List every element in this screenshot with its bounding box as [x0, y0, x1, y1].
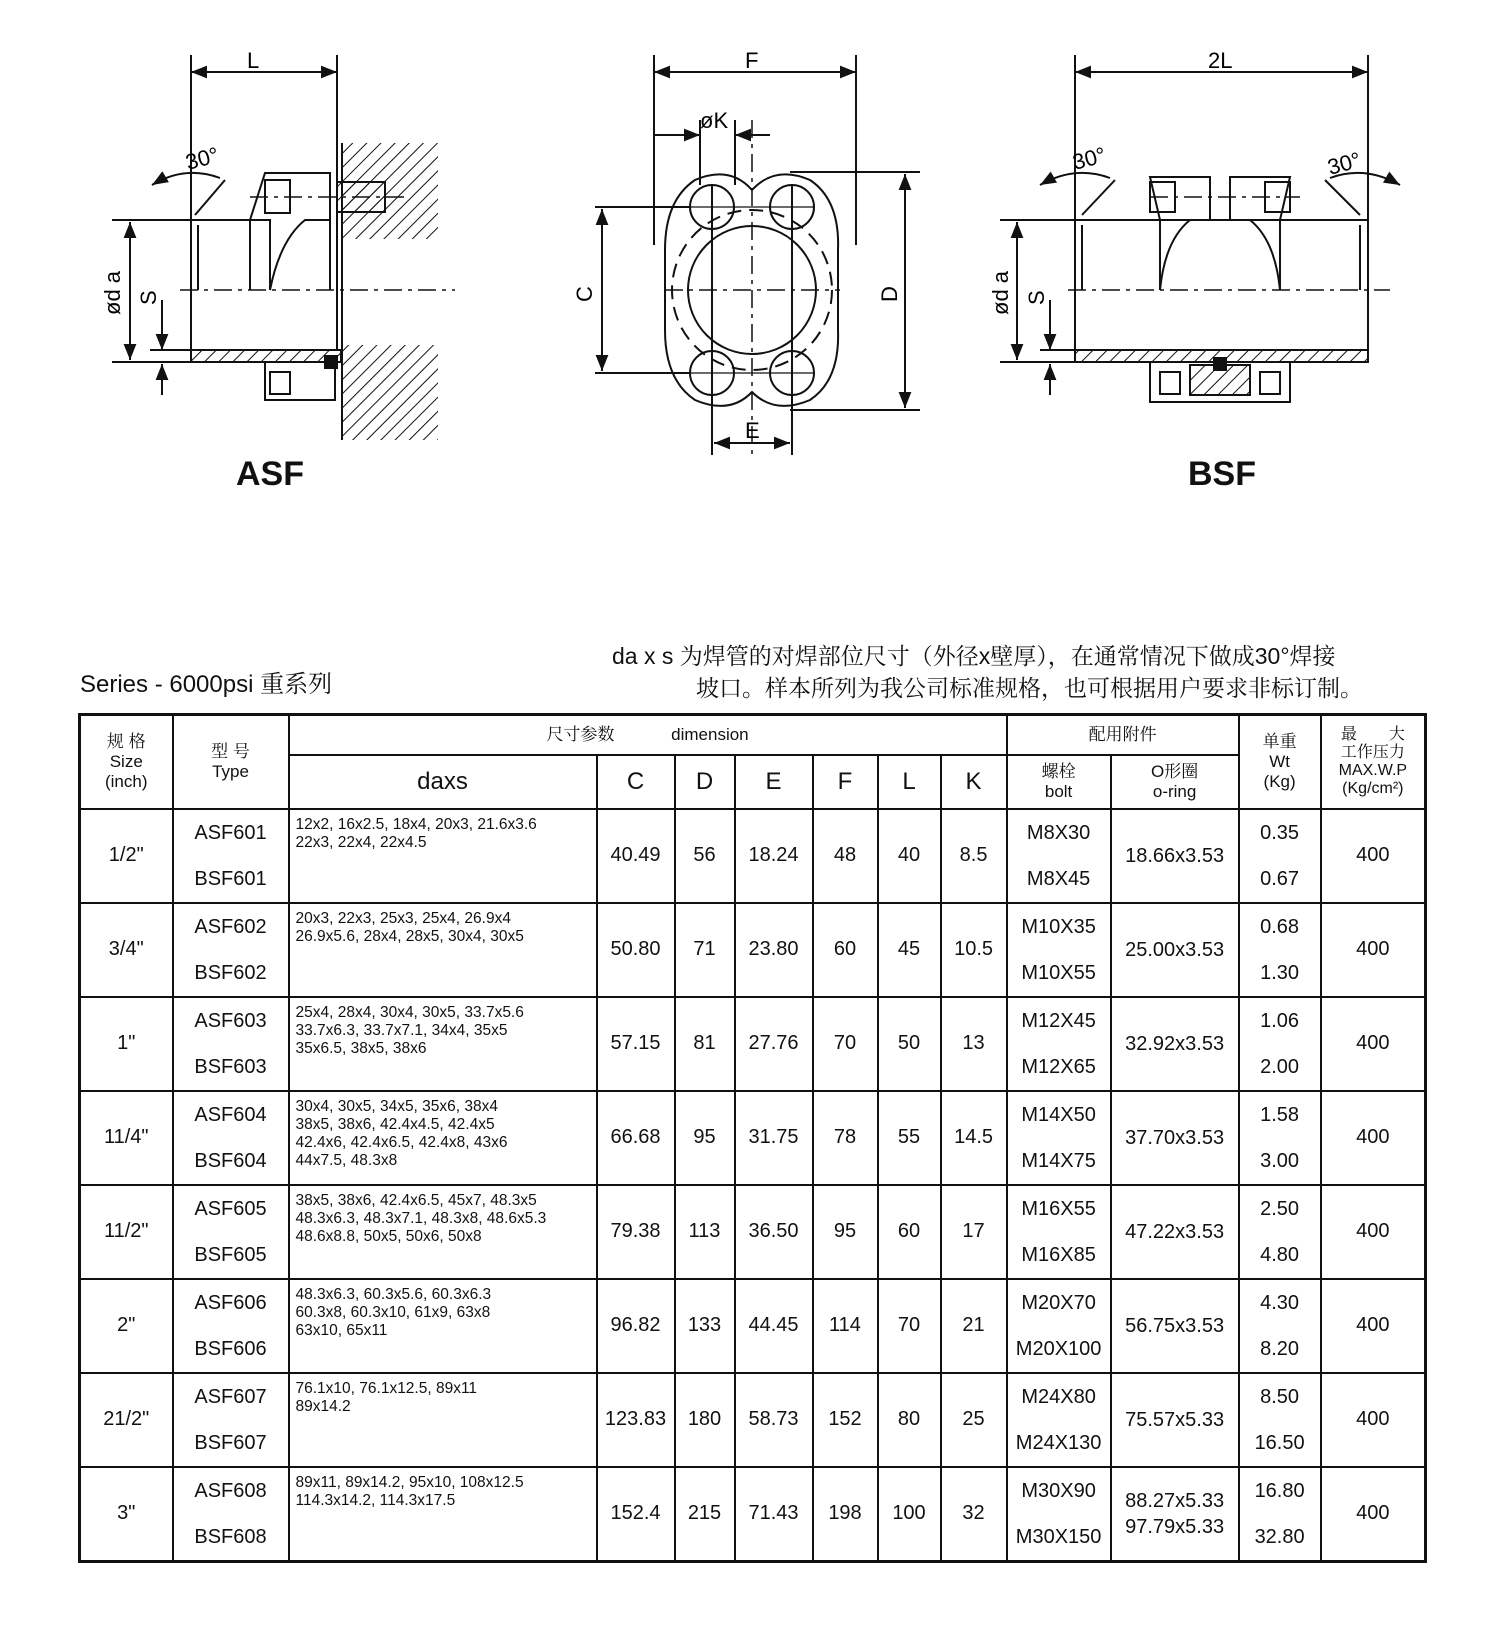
cell-type-bsf: BSF604 [194, 1149, 267, 1172]
cell-type [173, 1467, 289, 1562]
cell-weight [1239, 997, 1321, 1091]
cell-weight-bsf: 32.80 [1254, 1525, 1305, 1548]
cell-c: 57.15 [597, 997, 675, 1091]
cell-type [173, 1279, 289, 1373]
cell-k: 21 [941, 1279, 1007, 1373]
cell-type-asf: ASF605 [194, 1197, 267, 1220]
cell-max-wp: 400 [1321, 809, 1426, 903]
cell-d: 180 [675, 1373, 735, 1467]
cell-daxs [289, 809, 597, 903]
header-daxs: daxs [289, 755, 597, 809]
cell-size: 3" [80, 1467, 173, 1562]
bsf-label: BSF [1188, 455, 1256, 493]
header-max-wp [1321, 715, 1426, 809]
cell-d: 133 [675, 1279, 735, 1373]
cell-f: 152 [813, 1373, 878, 1467]
header-type-cn: 型 号 [211, 741, 250, 761]
header-size-en: Size [109, 751, 143, 771]
cell-l: 50 [878, 997, 941, 1091]
flange-dim-f: F [745, 48, 759, 73]
header-wp-unit: (Kg/cm²) [1342, 779, 1404, 797]
cell-oring: 75.57x5.33 [1111, 1373, 1239, 1467]
cell-type-bsf: BSF603 [194, 1055, 267, 1078]
cell-weight-asf: 4.30 [1260, 1291, 1300, 1314]
cell-k: 17 [941, 1185, 1007, 1279]
header-k: K [941, 755, 1007, 809]
header-f: F [813, 755, 878, 809]
header-oring-cn: O形圈 [1150, 761, 1199, 781]
series-title: Series - 6000psi 重系列 [80, 671, 333, 698]
cell-weight [1239, 903, 1321, 997]
cell-weight-asf: 8.50 [1260, 1385, 1300, 1408]
cell-k: 25 [941, 1373, 1007, 1467]
cell-daxs-text: 38x5, 38x6, 42.4x6.5, 45x7, 48.3x5 48.3x6.3, 48.3x7.1, 48.3x8, 48.6x5.3 48.6x8.8, 50x5, 50x6, 50x8 [295, 1191, 547, 1245]
cell-weight-asf: 16.80 [1254, 1479, 1305, 1502]
cell-type [173, 903, 289, 997]
cell-weight-asf: 0.35 [1260, 821, 1300, 844]
cell-f: 78 [813, 1091, 878, 1185]
cell-weight-asf: 1.58 [1260, 1103, 1300, 1126]
cell-k: 14.5 [941, 1091, 1007, 1185]
cell-l: 80 [878, 1373, 941, 1467]
bsf-angle-right: 30° [1324, 147, 1364, 180]
header-bolt-cn: 螺栓 [1041, 761, 1076, 781]
header-dimension-cn: 尺寸参数 [546, 724, 615, 744]
asf-dim-da: ød a [100, 270, 125, 315]
cell-c: 152.4 [597, 1467, 675, 1562]
cell-size: 1" [80, 997, 173, 1091]
bsf-angle-left: 30° [1069, 142, 1109, 175]
cell-f: 198 [813, 1467, 878, 1562]
cell-e: 23.80 [735, 903, 813, 997]
spec-table [78, 713, 1427, 1563]
cell-c: 123.83 [597, 1373, 675, 1467]
cell-weight-asf: 2.50 [1260, 1197, 1300, 1220]
header-type [173, 715, 289, 809]
cell-c: 96.82 [597, 1279, 675, 1373]
cell-l: 70 [878, 1279, 941, 1373]
cell-type-asf: ASF607 [194, 1385, 267, 1408]
cell-e: 18.24 [735, 809, 813, 903]
cell-l: 60 [878, 1185, 941, 1279]
cell-type-asf: ASF604 [194, 1103, 267, 1126]
cell-d: 95 [675, 1091, 735, 1185]
note-line-2: 坡口。样本所列为我公司标准规格，也可根据用户要求非标订制。 [696, 675, 1363, 701]
technical-drawings [0, 0, 1500, 560]
cell-bolt-asf: M24X80 [1021, 1385, 1096, 1408]
cell-f: 114 [813, 1279, 878, 1373]
cell-d: 81 [675, 997, 735, 1091]
bsf-drawing [1000, 55, 1400, 402]
cell-l: 100 [878, 1467, 941, 1562]
bsf-dim-da: ød a [988, 270, 1013, 315]
flange-front-view [595, 55, 920, 460]
cell-bolt-asf: M12X45 [1021, 1009, 1096, 1032]
asf-dim-s: S [136, 290, 161, 305]
cell-type [173, 1185, 289, 1279]
cell-bolt-asf: M30X90 [1021, 1479, 1096, 1502]
header-size-unit: (inch) [104, 771, 148, 791]
cell-type-bsf: BSF602 [194, 961, 267, 984]
header-wt-cn: 单重 [1262, 731, 1297, 751]
bsf-dim-s: S [1024, 290, 1049, 305]
note-text [612, 640, 1432, 704]
cell-weight [1239, 1279, 1321, 1373]
cell-weight [1239, 1467, 1321, 1562]
table-body [80, 809, 1426, 1562]
note-line-1: da x s 为焊管的对焊部位尺寸（外径x壁厚），在通常情况下做成30°焊接 [612, 643, 1336, 669]
cell-type-asf: ASF608 [194, 1479, 267, 1502]
table-row [80, 1279, 1426, 1373]
cell-d: 215 [675, 1467, 735, 1562]
cell-oring: 32.92x3.53 [1111, 997, 1239, 1091]
cell-c: 40.49 [597, 809, 675, 903]
header-oring [1111, 755, 1239, 809]
cell-type-asf: ASF603 [194, 1009, 267, 1032]
cell-f: 60 [813, 903, 878, 997]
cell-c: 79.38 [597, 1185, 675, 1279]
flange-dim-k: øK [700, 108, 729, 133]
cell-weight-bsf: 0.67 [1260, 867, 1300, 890]
cell-f: 70 [813, 997, 878, 1091]
cell-weight [1239, 809, 1321, 903]
cell-bolt-bsf: M16X85 [1021, 1243, 1096, 1266]
cell-bolt-bsf: M10X55 [1021, 961, 1096, 984]
header-wp-cn1: 最 大 [1340, 725, 1405, 743]
flange-dim-c: C [572, 286, 597, 302]
cell-weight-bsf: 16.50 [1254, 1431, 1305, 1454]
cell-e: 31.75 [735, 1091, 813, 1185]
header-bolt-en: bolt [1044, 781, 1073, 801]
cell-oring: 88.27x5.33 97.79x5.33 [1111, 1467, 1239, 1562]
header-size-cn: 规 格 [106, 731, 146, 751]
cell-e: 44.45 [735, 1279, 813, 1373]
cell-max-wp: 400 [1321, 1185, 1426, 1279]
header-e: E [735, 755, 813, 809]
cell-daxs-text: 48.3x6.3, 60.3x5.6, 60.3x6.3 60.3x8, 60.3x10, 61x9, 63x8 63x10, 65x11 [295, 1285, 492, 1339]
cell-type-asf: ASF601 [194, 821, 267, 844]
cell-max-wp: 400 [1321, 997, 1426, 1091]
cell-daxs-text: 20x3, 22x3, 25x3, 25x4, 26.9x4 26.9x5.6, 28x4, 28x5, 30x4, 30x5 [295, 909, 524, 945]
cell-bolt [1007, 997, 1111, 1091]
table-row [80, 1091, 1426, 1185]
cell-daxs [289, 1467, 597, 1562]
header-row-1 [80, 715, 1426, 755]
cell-l: 45 [878, 903, 941, 997]
cell-bolt [1007, 1279, 1111, 1373]
cell-bolt [1007, 809, 1111, 903]
cell-weight-bsf: 8.20 [1260, 1337, 1300, 1360]
cell-bolt-bsf: M8X45 [1026, 867, 1091, 890]
cell-type-asf: ASF606 [194, 1291, 267, 1314]
cell-bolt-bsf: M20X100 [1015, 1337, 1102, 1360]
cell-l: 40 [878, 809, 941, 903]
cell-weight-bsf: 1.30 [1260, 961, 1300, 984]
cell-max-wp: 400 [1321, 1091, 1426, 1185]
header-wp-en: MAX.W.P [1338, 761, 1408, 779]
cell-e: 71.43 [735, 1467, 813, 1562]
cell-weight [1239, 1373, 1321, 1467]
cell-f: 48 [813, 809, 878, 903]
flange-dim-e: E [745, 418, 760, 443]
cell-bolt [1007, 903, 1111, 997]
cell-l: 55 [878, 1091, 941, 1185]
cell-weight-asf: 1.06 [1260, 1009, 1300, 1032]
cell-bolt-asf: M8X30 [1026, 821, 1091, 844]
cell-bolt-asf: M10X35 [1021, 915, 1096, 938]
cell-bolt-asf: M16X55 [1021, 1197, 1096, 1220]
cell-daxs-text: 25x4, 28x4, 30x4, 30x5, 33.7x5.6 33.7x6.3, 33.7x7.1, 34x4, 35x5 35x6.5, 38x5, 38x6 [295, 1003, 524, 1057]
cell-weight-asf: 0.68 [1260, 915, 1300, 938]
cell-max-wp: 400 [1321, 1373, 1426, 1467]
cell-daxs [289, 997, 597, 1091]
cell-bolt-bsf: M14X75 [1021, 1149, 1096, 1172]
flange-dim-d: D [877, 286, 902, 302]
header-accessories: 配用附件 [1007, 715, 1239, 755]
header-bolt [1007, 755, 1111, 809]
cell-bolt-asf: M20X70 [1021, 1291, 1096, 1314]
cell-k: 8.5 [941, 809, 1007, 903]
cell-weight [1239, 1185, 1321, 1279]
cell-k: 32 [941, 1467, 1007, 1562]
cell-type [173, 1091, 289, 1185]
cell-d: 71 [675, 903, 735, 997]
cell-daxs-text: 89x11, 89x14.2, 95x10, 108x12.5 114.3x14.2, 114.3x17.5 [295, 1473, 524, 1509]
cell-e: 58.73 [735, 1373, 813, 1467]
cell-size: 3/4" [80, 903, 173, 997]
cell-e: 27.76 [735, 997, 813, 1091]
cell-oring: 18.66x3.53 [1111, 809, 1239, 903]
asf-angle: 30° [182, 142, 222, 175]
cell-weight [1239, 1091, 1321, 1185]
cell-daxs-text: 76.1x10, 76.1x12.5, 89x11 89x14.2 [295, 1379, 478, 1415]
header-dimension [289, 715, 1007, 755]
cell-oring: 37.70x3.53 [1111, 1091, 1239, 1185]
cell-type-bsf: BSF601 [194, 867, 267, 890]
cell-type-bsf: BSF605 [194, 1243, 267, 1266]
asf-label: ASF [236, 455, 304, 493]
cell-daxs-text: 12x2, 16x2.5, 18x4, 20x3, 21.6x3.6 22x3, 22x4, 22x4.5 [295, 815, 537, 851]
cell-daxs [289, 1373, 597, 1467]
cell-daxs [289, 903, 597, 997]
cell-type-bsf: BSF607 [194, 1431, 267, 1454]
cell-c: 50.80 [597, 903, 675, 997]
asf-dim-l: L [247, 48, 260, 73]
header-size [80, 715, 173, 809]
table-row [80, 1185, 1426, 1279]
cell-daxs [289, 1185, 597, 1279]
header-dimension-en: dimension [671, 724, 749, 744]
cell-bolt-bsf: M12X65 [1021, 1055, 1096, 1078]
cell-bolt [1007, 1467, 1111, 1562]
cell-f: 95 [813, 1185, 878, 1279]
cell-daxs-text: 30x4, 30x5, 34x5, 35x6, 38x4 38x5, 38x6, 42.4x4.5, 42.4x5 42.4x6, 42.4x6.5, 42.4x8, 43x6 44x7.5, 48.3x8 [295, 1097, 508, 1169]
cell-d: 56 [675, 809, 735, 903]
header-wp-cn2: 工作压力 [1340, 743, 1405, 761]
cell-size: 21/2" [80, 1373, 173, 1467]
table-row [80, 1373, 1426, 1467]
header-weight [1239, 715, 1321, 809]
header-wt-unit: (Kg) [1263, 771, 1296, 791]
cell-size: 1/2" [80, 809, 173, 903]
cell-max-wp: 400 [1321, 1279, 1426, 1373]
header-d: D [675, 755, 735, 809]
cell-k: 10.5 [941, 903, 1007, 997]
cell-bolt-bsf: M30X150 [1015, 1525, 1102, 1548]
cell-type [173, 809, 289, 903]
table-row [80, 1467, 1426, 1562]
cell-bolt [1007, 1373, 1111, 1467]
cell-oring: 56.75x3.53 [1111, 1279, 1239, 1373]
cell-weight-bsf: 3.00 [1260, 1149, 1300, 1172]
cell-bolt [1007, 1185, 1111, 1279]
header-c: C [597, 755, 675, 809]
cell-type-bsf: BSF606 [194, 1337, 267, 1360]
cell-daxs [289, 1279, 597, 1373]
cell-e: 36.50 [735, 1185, 813, 1279]
cell-size: 11/4" [80, 1091, 173, 1185]
cell-bolt-asf: M14X50 [1021, 1103, 1096, 1126]
cell-d: 113 [675, 1185, 735, 1279]
header-oring-en: o-ring [1152, 781, 1197, 801]
header-type-en: Type [212, 761, 249, 781]
cell-oring: 25.00x3.53 [1111, 903, 1239, 997]
bsf-dim-2l: 2L [1208, 48, 1233, 73]
asf-drawing [112, 55, 455, 440]
cell-bolt-bsf: M24X130 [1015, 1431, 1102, 1454]
cell-daxs [289, 1091, 597, 1185]
cell-bolt [1007, 1091, 1111, 1185]
cell-type-bsf: BSF608 [194, 1525, 267, 1548]
cell-type [173, 997, 289, 1091]
cell-c: 66.68 [597, 1091, 675, 1185]
cell-oring: 47.22x3.53 [1111, 1185, 1239, 1279]
cell-type [173, 1373, 289, 1467]
cell-size: 2" [80, 1279, 173, 1373]
cell-weight-bsf: 2.00 [1260, 1055, 1300, 1078]
table-row [80, 997, 1426, 1091]
cell-k: 13 [941, 997, 1007, 1091]
cell-type-asf: ASF602 [194, 915, 267, 938]
header-wt-en: Wt [1269, 751, 1290, 771]
header-l: L [878, 755, 941, 809]
table-row [80, 903, 1426, 997]
cell-weight-bsf: 4.80 [1260, 1243, 1300, 1266]
cell-max-wp: 400 [1321, 903, 1426, 997]
cell-size: 11/2" [80, 1185, 173, 1279]
cell-max-wp: 400 [1321, 1467, 1426, 1562]
table-row [80, 809, 1426, 903]
